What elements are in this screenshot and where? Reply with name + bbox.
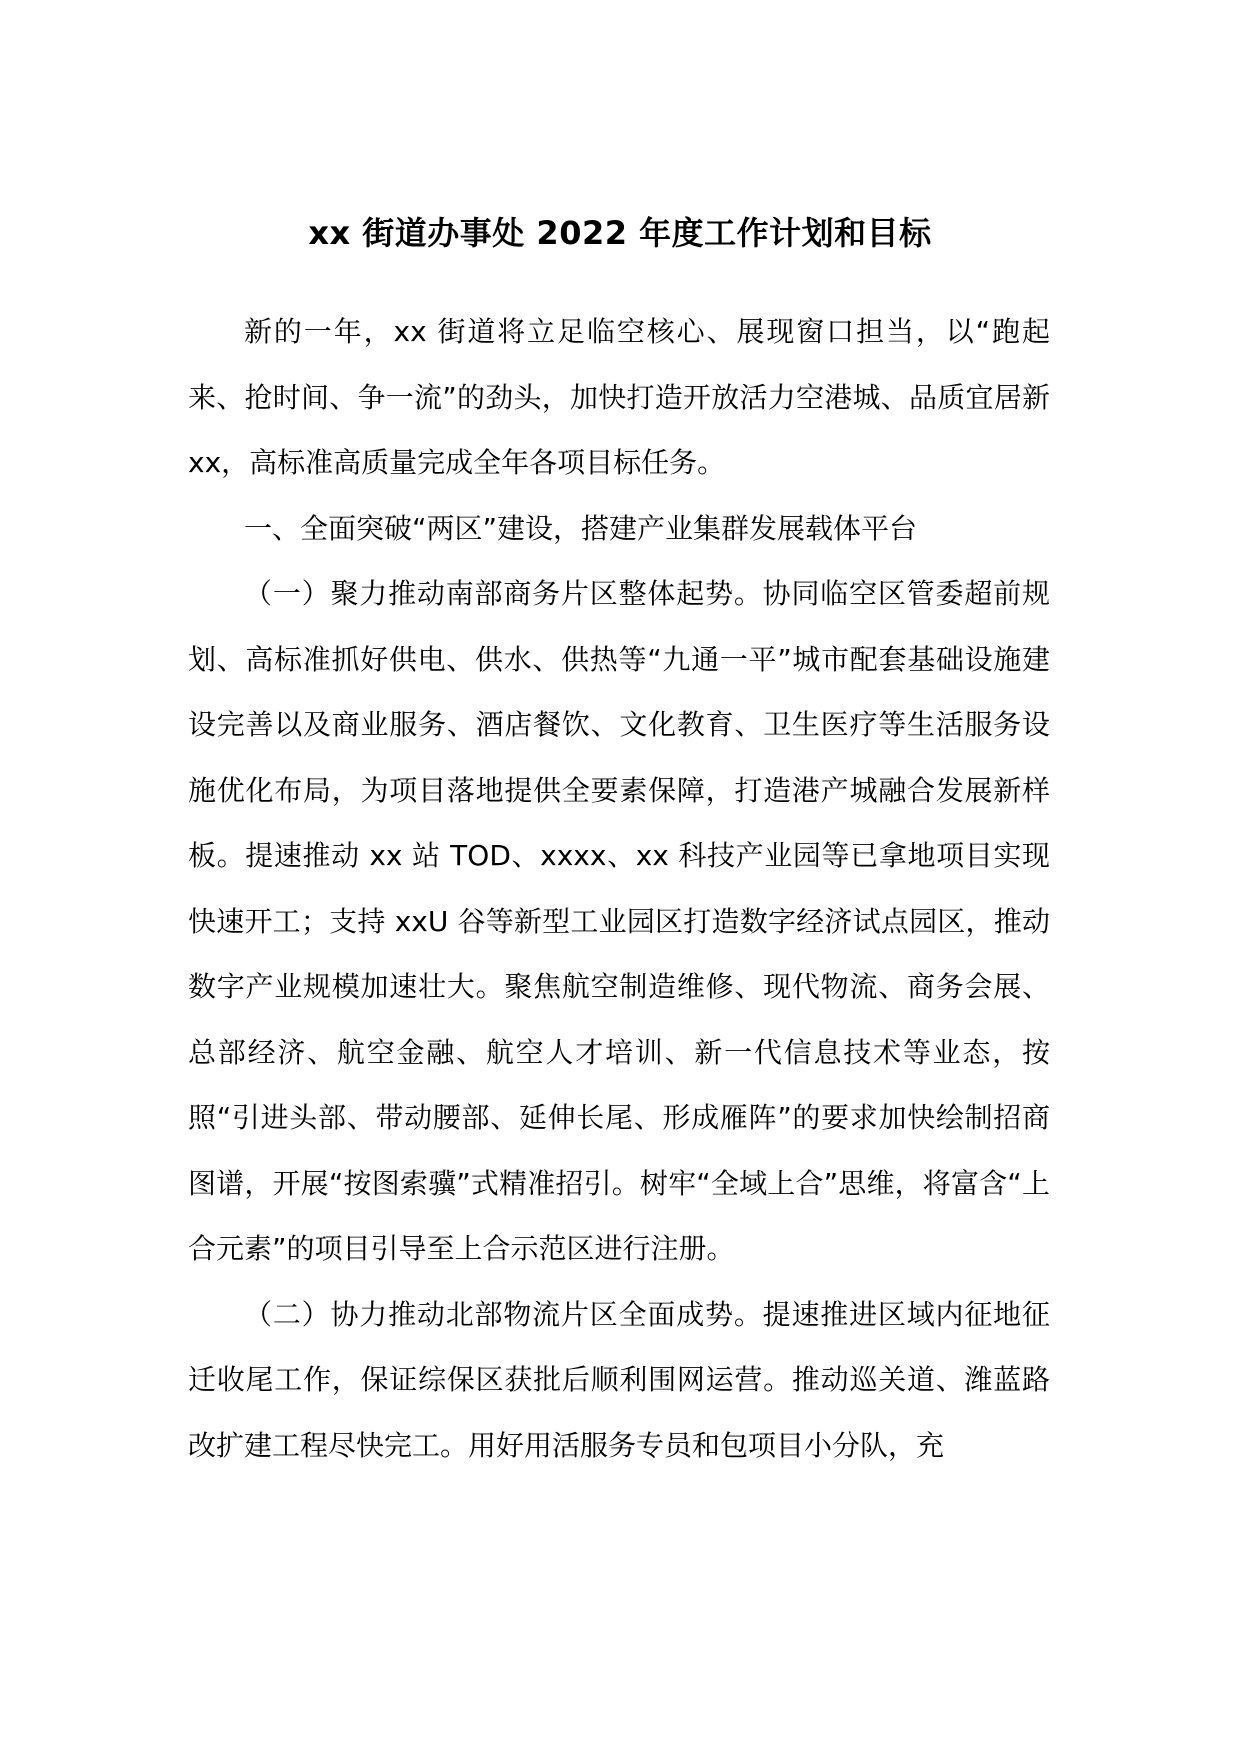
document-body xyxy=(188,299,1050,1478)
intro-paragraph: 新的一年，xx 街道将立足临空核心、展现窗口担当，以“跑起来、抢时间、争一流”的劲头，加快打造开放活力空港城、品质宜居新 xx，高标准高质量完成全年各项目标任务。 xyxy=(188,315,1050,479)
subsection-paragraph-1: （一）聚力推动南部商务片区整体起势。协同临空区管委超前规划、高标准抓好供电、供水、供热等“九通一平”城市配套基础设施建设完善以及商业服务、酒店餐饮、文化教育、卫生医疗等生活服务设施优化布局，为项目落地提供全要素保障，打造港产城融合发展新样板。提速推动 xx 站 TOD、xxxx、xx 科技产业园等已拿地项目实现快速开工；支持 xxU 谷等新型工业园区打造数字经济试点园区，推动数字产业规模加速壮大。聚焦航空制造维修、现代物流、商务会展、总部经济、航空金融、航空人才培训、新一代信息技术等业态，按照“引进头部、带动腰部、延伸长尾、形成雁阵”的要求加快绘制招商图谱，开展“按图索骥”式精准招引。树牢“全域上合”思维，将富含“上合元素”的项目引导至上合示范区进行注册。 xyxy=(188,577,1050,1265)
section-heading-1: 一、全面突破“两区”建设，搭建产业集群发展载体平台 xyxy=(244,511,918,545)
document-title: xx 街道办事处 2022 年度工作计划和目标 xyxy=(308,214,932,252)
subsection-paragraph-2: （二）协力推动北部物流片区全面成势。提速推进区域内征地征迁收尾工作，保证综保区获批后顺利围网运营。推动巡关道、潍蓝路改扩建工程尽快完工。用好用活服务专员和包项目小分队，充 xyxy=(188,1297,1050,1462)
